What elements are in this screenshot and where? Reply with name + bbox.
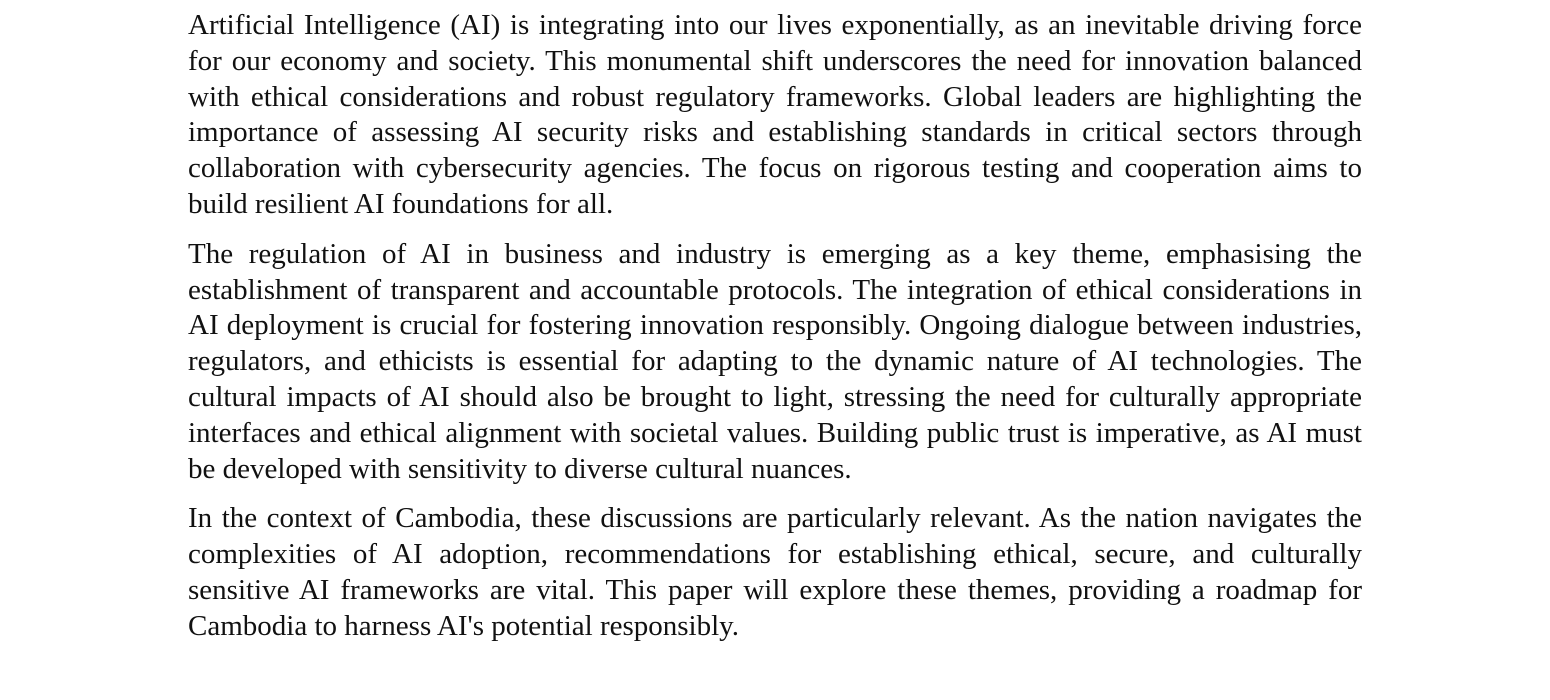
paragraph-ai-regulation: The regulation of AI in business and industry is emerging as a key theme, emphasising the establishment of transparent and accountable protocols. The integration of ethical considerations in AI deployment is crucial for fostering innovation responsibly. Ongoing dialogue between industries, regulators, and ethicists is essential for adapting to the dynamic nature of AI technologies. The cultural impacts of AI should also be brought to light, stressing the need for culturally appropriate interfaces and ethical alignment with societal values. Building public trust is imperative, as AI must be developed with sensitivity to diverse cultural nuances.: [188, 237, 1362, 485]
document-body: [188, 8, 1362, 645]
paragraph-cambodia-context: In the context of Cambodia, these discussions are particularly relevant. As the nation navigates the complexities of AI adoption, recommendations for establishing ethical, secure, and culturally sensitive AI frameworks are vital. This paper will explore these themes, providing a roadmap for Cambodia to harness AI's potential responsibly.: [188, 502, 1362, 642]
paragraph-ai-integration: Artificial Intelligence (AI) is integrating into our lives exponentially, as an inevitable driving force for our economy and society. This monumental shift underscores the need for innovation balanced with ethical considerations and robust regulatory frameworks. Global leaders are highlighting the importance of assessing AI security risks and establishing standards in critical sectors through collaboration with cybersecurity agencies. The focus on rigorous testing and cooperation aims to build resilient AI foundations for all.: [188, 9, 1362, 220]
